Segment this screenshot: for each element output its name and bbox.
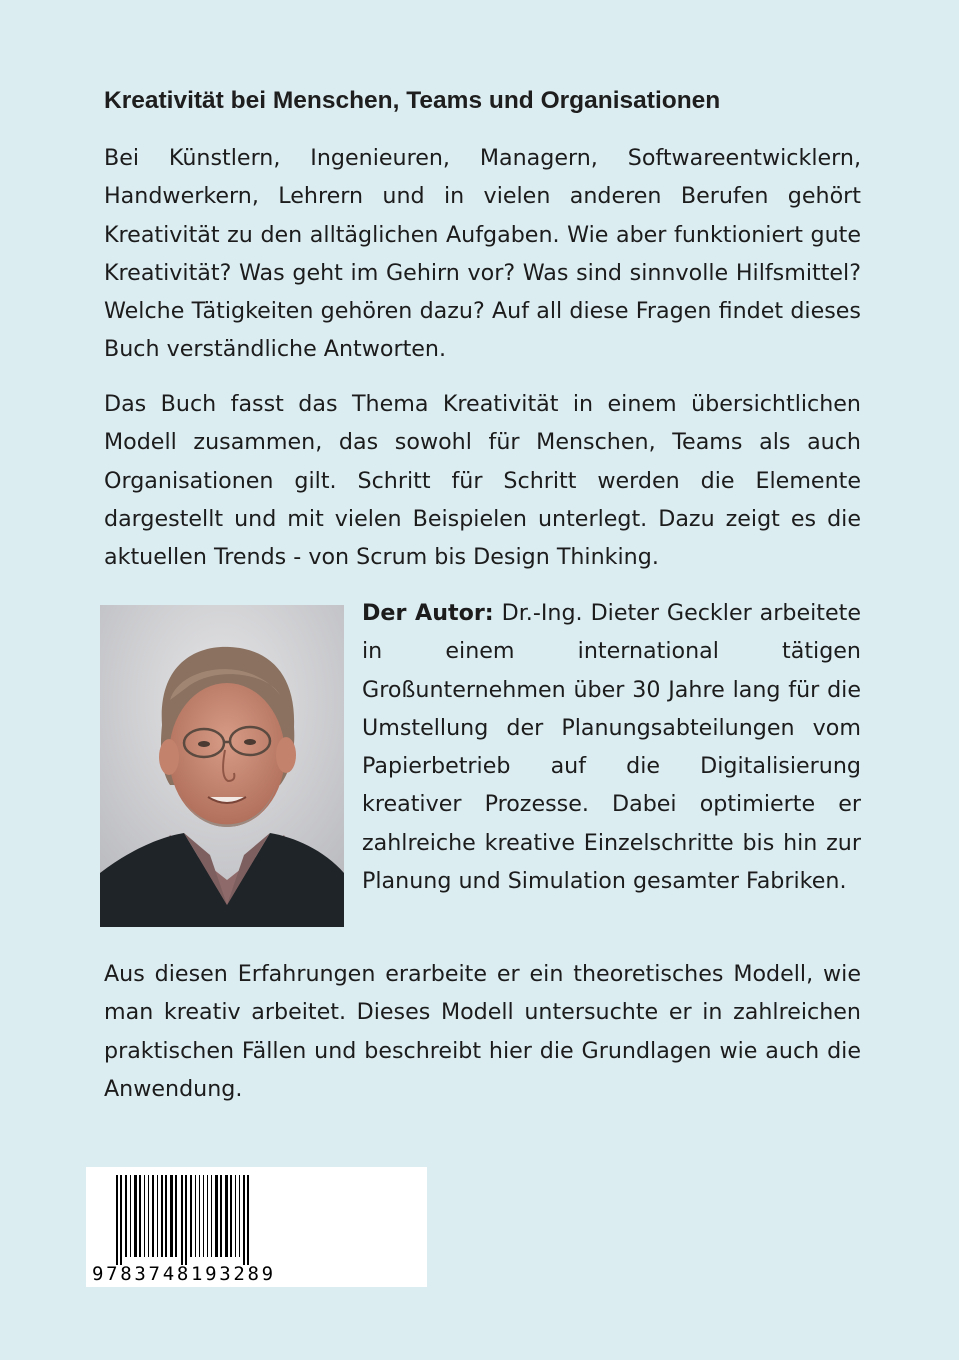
closing-paragraph: Aus diesen Erfahrungen erarbeite er ein theoretisches Modell, wie man kreativ arbeitet. Dieses Modell untersuchte er in zahlreichen praktischen Fällen und beschreibt hier die Grundlagen wie auch die Anwendung. (104, 961, 861, 1102)
barcode-bar (116, 1175, 118, 1265)
model-paragraph: Das Buch fasst das Thema Kreativität in einem übersichtlichen Modell zusammen, das sowohl für Menschen, Teams als auch Organisationen gilt. Schritt für Schritt werden die Elemente dargestellt und mit vielen Beispielen unterlegt. Dazu zeigt es die aktuellen Trends - von Scrum bis Design Thinking. (104, 391, 861, 571)
barcode-bar (161, 1175, 163, 1257)
barcode-bar (130, 1175, 131, 1257)
barcode-bar (152, 1175, 154, 1257)
isbn-number: 9783748193289 (92, 1263, 276, 1285)
barcode-bar (220, 1175, 222, 1257)
barcode-bar (157, 1175, 158, 1257)
barcode-bar (190, 1175, 192, 1257)
barcode-bar (235, 1175, 236, 1257)
barcode-bar (203, 1175, 204, 1257)
barcode-bar (120, 1175, 122, 1265)
barcode-bar (239, 1175, 240, 1257)
barcode-bar (170, 1175, 173, 1257)
author-photo (100, 605, 344, 927)
intro-paragraph: Bei Künstlern, Ingenieuren, Managern, Softwareentwicklern, Handwerkern, Lehrern und in vielen anderen Berufen gehört Kreativität zu den alltäglichen Aufgaben. Wie aber funktioniert gute Kreativität? Was geht im Gehirn vor? Was sind sinnvolle Hilfsmittel? Welche Tätigkeiten gehören dazu? Auf all diese Fragen findet dieses Buch verständliche Antworten. (104, 145, 861, 363)
barcode-bar (165, 1175, 167, 1257)
author-bio (362, 594, 861, 900)
isbn-barcode (86, 1167, 427, 1287)
barcode-bar (230, 1175, 232, 1257)
barcode-bar (185, 1175, 187, 1265)
barcode-bar (125, 1175, 127, 1257)
barcode-bar (134, 1175, 137, 1257)
barcode-bar (199, 1175, 200, 1257)
book-title: Kreativität bei Menschen, Teams und Organisationen (104, 87, 721, 114)
barcode-bar (243, 1175, 245, 1265)
barcode-bar (148, 1175, 149, 1257)
author-bio-text: Dr.-Ing. Dieter Geckler arbeitete in einem international tätigen Großunternehmen über 30 Jahre lang für die Umstellung der Planungsabteilungen vom Papierbetrieb auf die Digitalisierung kreativer Prozesse. Dabei optimierte er zahlreiche kreative Einzelschritte bis hin zur Planung und Simulation gesamter Fabriken. (362, 600, 861, 895)
barcode-bar (139, 1175, 141, 1257)
barcode-bar (215, 1175, 218, 1257)
barcode-bar (225, 1175, 228, 1257)
barcode-bar (207, 1175, 208, 1257)
barcode-bar (175, 1175, 177, 1257)
barcode-bar (211, 1175, 212, 1257)
author-label: Der Autor: (362, 600, 494, 626)
barcode-bar (195, 1175, 196, 1257)
barcode-bar (181, 1175, 183, 1265)
barcode-bar (144, 1175, 145, 1257)
barcode-bar (247, 1175, 249, 1265)
barcode-bars (86, 1167, 427, 1265)
